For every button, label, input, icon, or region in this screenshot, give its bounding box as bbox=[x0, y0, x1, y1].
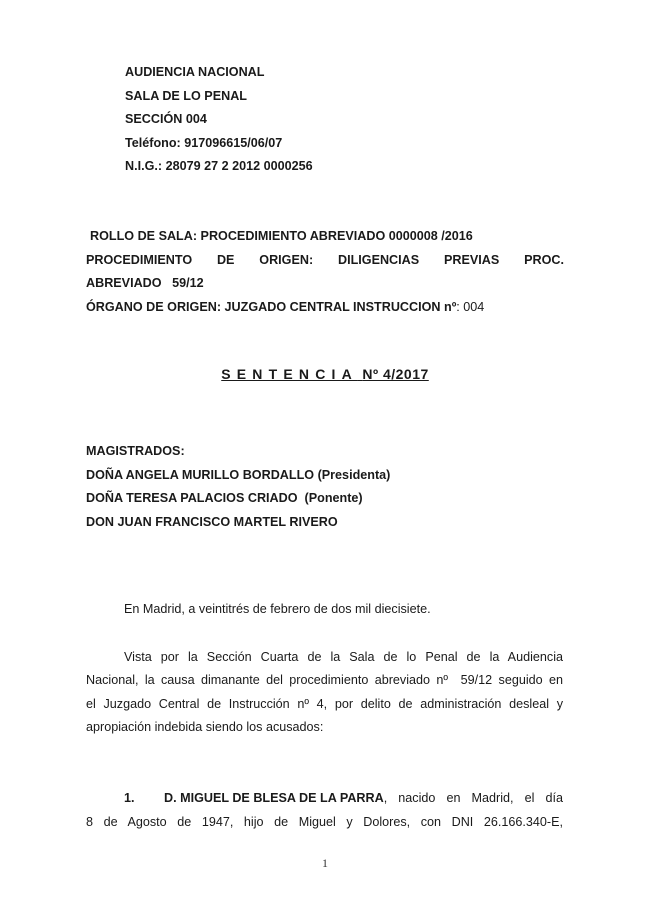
court-section: SECCIÓN 004 bbox=[125, 112, 207, 126]
intro-line: Nacional, la causa dimanante del procedimiento abreviado nº 59/12 seguido en bbox=[86, 673, 563, 688]
date-line: En Madrid, a veintitrés de febrero de dos mil diecisiete. bbox=[124, 602, 431, 616]
court-name: AUDIENCIA NACIONAL bbox=[125, 65, 265, 79]
accused-details: , nacido en Madrid, el día bbox=[383, 791, 563, 805]
judge-item: DON JUAN FRANCISCO MARTEL RIVERO bbox=[86, 514, 338, 529]
intro-line: Vista por la Sección Cuarta de la Sala de lo Penal de la Audiencia bbox=[124, 650, 563, 664]
intro-paragraph bbox=[86, 646, 563, 739]
accused-number: 1. bbox=[124, 791, 135, 805]
word: PROCEDIMIENTO bbox=[86, 252, 193, 267]
procedimiento-origen-line1 bbox=[86, 249, 564, 273]
organo-value: : 004 bbox=[456, 299, 485, 314]
procedimiento-origen-line2: ABREVIADO 59/12 bbox=[86, 276, 204, 290]
accused-item-line2: 8 de Agosto de 1947, hijo de Miguel y Dolores, con DNI 26.166.340-E, bbox=[86, 815, 563, 829]
organo-label: ÓRGANO DE ORIGEN: JUZGADO CENTRAL INSTRUCCION nº bbox=[86, 299, 457, 314]
title-number: Nº 4/2017 bbox=[362, 366, 429, 382]
accused-name: D. MIGUEL DE BLESA DE LA PARRA bbox=[164, 791, 384, 805]
case-info bbox=[86, 225, 564, 319]
intro-line: el Juzgado Central de Instrucción nº 4, por delito de administración desleal y bbox=[86, 696, 563, 711]
word: PREVIAS bbox=[443, 252, 500, 267]
court-nig: N.I.G.: 28079 27 2 2012 0000256 bbox=[125, 159, 313, 173]
judges-block bbox=[86, 440, 390, 534]
title-word: SENTENCIA bbox=[221, 366, 358, 382]
court-chamber: SALA DE LO PENAL bbox=[125, 88, 247, 103]
word: DILIGENCIAS bbox=[337, 252, 420, 267]
judges-heading: MAGISTRADOS: bbox=[86, 444, 185, 458]
organo-de-origen bbox=[86, 296, 564, 320]
court-phone: Teléfono: 917096615/06/07 bbox=[125, 135, 283, 150]
word: ORIGEN: bbox=[259, 252, 314, 267]
accused-list bbox=[86, 786, 563, 834]
rollo-de-sala: ROLLO DE SALA: PROCEDIMIENTO ABREVIADO 0000008 /2016 bbox=[90, 229, 473, 243]
judge-item: DOÑA ANGELA MURILLO BORDALLO (Presidenta) bbox=[86, 467, 391, 482]
accused-item-line1 bbox=[86, 786, 563, 810]
page-number: 1 bbox=[322, 856, 328, 870]
word: PROC. bbox=[524, 252, 564, 267]
court-header bbox=[125, 61, 313, 179]
intro-line: apropiación indebida siendo los acusados: bbox=[86, 719, 324, 734]
document-title bbox=[0, 366, 650, 382]
word: DE bbox=[216, 252, 235, 267]
judge-item: DOÑA TERESA PALACIOS CRIADO (Ponente) bbox=[86, 491, 363, 505]
